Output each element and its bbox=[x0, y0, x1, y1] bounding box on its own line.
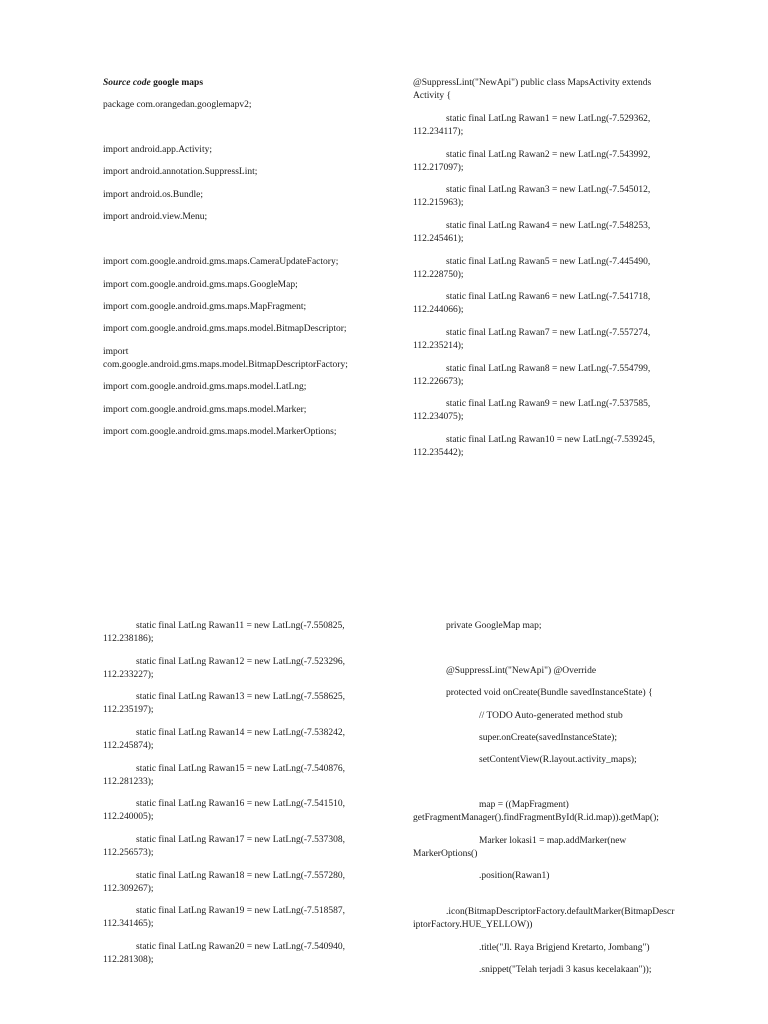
code-line: 112.240005); bbox=[103, 812, 154, 822]
code-line: protected void onCreate(Bundle savedInstanceState) { bbox=[446, 688, 653, 698]
code-line: iptorFactory.HUE_YELLOW)) bbox=[413, 920, 533, 930]
code-line: com.google.android.gms.maps.model.BitmapDescriptorFactory; bbox=[103, 360, 348, 370]
code-line: static final LatLng Rawan14 = new LatLng(-7.538242, bbox=[136, 728, 346, 738]
class-declaration-line: Activity { bbox=[413, 91, 452, 101]
code-line: static final LatLng Rawan9 = new LatLng(-7.537585, bbox=[446, 399, 651, 409]
code-line: 112.215963); bbox=[413, 198, 464, 208]
code-line: static final LatLng Rawan1 = new LatLng(-7.529362, bbox=[446, 114, 651, 124]
code-line: import android.app.Activity; bbox=[103, 145, 212, 155]
code-line: static final LatLng Rawan2 = new LatLng(-7.543992, bbox=[446, 150, 651, 160]
code-line: static final LatLng Rawan12 = new LatLng(-7.523296, bbox=[136, 657, 346, 667]
code-line: static final LatLng Rawan8 = new LatLng(-7.554799, bbox=[446, 364, 651, 374]
code-line: 112.281233); bbox=[103, 777, 154, 787]
code-comment: // TODO Auto-generated method stub bbox=[479, 711, 623, 721]
code-line: import com.google.android.gms.maps.model.MarkerOptions; bbox=[103, 427, 337, 437]
code-line: static final LatLng Rawan11 = new LatLng(-7.550825, bbox=[136, 621, 345, 631]
code-line: import android.annotation.SuppressLint; bbox=[103, 167, 258, 177]
code-line: getFragmentManager().findFragmentById(R.id.map)).getMap(); bbox=[413, 813, 659, 823]
code-line: 112.245874); bbox=[103, 741, 154, 751]
code-line: static final LatLng Rawan7 = new LatLng(-7.557274, bbox=[446, 328, 651, 338]
title-rest: google maps bbox=[150, 78, 204, 88]
code-line: @SuppressLint("NewApi") @Override bbox=[446, 666, 597, 676]
code-line: private GoogleMap map; bbox=[446, 621, 542, 631]
code-line: 112.233227); bbox=[103, 670, 154, 680]
code-line: 112.228750); bbox=[413, 270, 464, 280]
code-line: 112.238186); bbox=[103, 634, 154, 644]
code-line: import com.google.android.gms.maps.MapFragment; bbox=[103, 302, 307, 312]
code-line: 112.234117); bbox=[413, 127, 464, 137]
code-line: setContentView(R.layout.activity_maps); bbox=[479, 755, 637, 765]
code-line: static final LatLng Rawan15 = new LatLng(-7.540876, bbox=[136, 764, 346, 774]
code-line: import com.google.android.gms.maps.model.Marker; bbox=[103, 405, 307, 415]
code-line: static final LatLng Rawan10 = new LatLng(-7.539245, bbox=[446, 435, 656, 445]
code-line: super.onCreate(savedInstanceState); bbox=[479, 733, 617, 743]
code-line: 112.256573); bbox=[103, 848, 154, 858]
code-line: import com.google.android.gms.maps.model.LatLng; bbox=[103, 382, 307, 392]
code-line: import bbox=[103, 347, 129, 357]
code-line: 112.245461); bbox=[413, 234, 464, 244]
code-line: static final LatLng Rawan4 = new LatLng(-7.548253, bbox=[446, 221, 651, 231]
code-line: static final LatLng Rawan5 = new LatLng(-7.445490, bbox=[446, 257, 651, 267]
code-line: 112.226673); bbox=[413, 377, 464, 387]
code-line: static final LatLng Rawan17 = new LatLng(-7.537308, bbox=[136, 835, 346, 845]
code-line: import android.os.Bundle; bbox=[103, 190, 204, 200]
code-line: 112.235214); bbox=[413, 341, 464, 351]
class-declaration-line: @SuppressLint("NewApi") public class MapsActivity extends bbox=[413, 78, 652, 88]
code-line: static final LatLng Rawan19 = new LatLng(-7.518587, bbox=[136, 906, 346, 916]
code-line: 112.217097); bbox=[413, 163, 464, 173]
code-line: static final LatLng Rawan13 = new LatLng(-7.558625, bbox=[136, 692, 346, 702]
code-line: 112.244066); bbox=[413, 305, 464, 315]
code-line: 112.341465); bbox=[103, 919, 154, 929]
code-line: import android.view.Menu; bbox=[103, 212, 208, 222]
code-line: .snippet("Telah terjadi 3 kasus kecelakaan")); bbox=[479, 965, 652, 975]
code-line: import com.google.android.gms.maps.model.BitmapDescriptor; bbox=[103, 324, 347, 334]
code-line: Marker lokasi1 = map.addMarker(new bbox=[479, 836, 627, 846]
title-italic: Source code bbox=[103, 78, 151, 88]
code-line: import com.google.android.gms.maps.CameraUpdateFactory; bbox=[103, 257, 339, 267]
page-title bbox=[103, 77, 203, 90]
code-line: static final LatLng Rawan16 = new LatLng(-7.541510, bbox=[136, 799, 346, 809]
code-line: .position(Rawan1) bbox=[479, 871, 550, 881]
code-line: 112.234075); bbox=[413, 412, 464, 422]
package-line: package com.orangedan.googlemapv2; bbox=[103, 100, 252, 110]
code-line: import com.google.android.gms.maps.GoogleMap; bbox=[103, 280, 298, 290]
code-line: 112.281308); bbox=[103, 955, 154, 965]
code-line: 112.235197); bbox=[103, 705, 154, 715]
code-line: .title("Jl. Raya Brigjend Kretarto, Jombang") bbox=[479, 943, 650, 953]
code-line: static final LatLng Rawan6 = new LatLng(-7.541718, bbox=[446, 292, 651, 302]
code-line: static final LatLng Rawan20 = new LatLng(-7.540940, bbox=[136, 942, 346, 952]
code-line: 112.309267); bbox=[103, 884, 154, 894]
code-line: map = ((MapFragment) bbox=[479, 800, 569, 810]
code-line: static final LatLng Rawan3 = new LatLng(-7.545012, bbox=[446, 185, 651, 195]
code-line: 112.235442); bbox=[413, 448, 464, 458]
code-line: MarkerOptions() bbox=[413, 849, 478, 859]
code-line: .icon(BitmapDescriptorFactory.defaultMarker(BitmapDescr bbox=[446, 907, 675, 917]
code-line: static final LatLng Rawan18 = new LatLng(-7.557280, bbox=[136, 871, 346, 881]
